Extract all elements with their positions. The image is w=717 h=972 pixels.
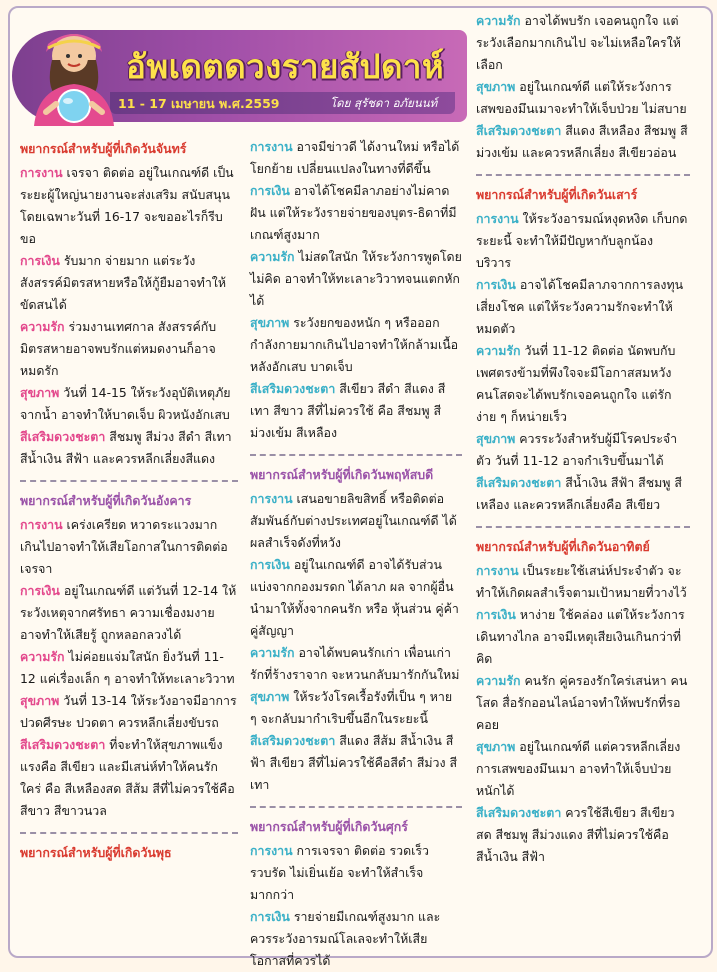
section-divider	[250, 454, 462, 456]
fortune-teller-illustration-icon	[16, 26, 126, 126]
monday-health: สุขภาพ วันที่ 14-15 ให้ระวังอุบัติเหตุภัยจากน้ำ อาจทำให้บาดเจ็บ ผิวหนังอักเสบ	[20, 385, 231, 422]
byline: โดย สุรัชดา อภัยนนท์	[330, 96, 438, 110]
thursday-work: การงาน เสนอขายลิขสิทธิ์ หรือติดต่อสัมพันธ์กับต่างประเทศอยู่ในเกณฑ์ดี ได้ผลสำเร็จดังที่หวัง	[250, 491, 457, 550]
sunday-love: ความรัก คนรัก คู่ครองรักใคร่เสน่หา คนโสด สื่อรักออนไลน์อาจทำให้พบรักที่รอคอย	[476, 673, 688, 732]
friday-work: การงาน การเจรจา ติดต่อ รวดเร็ว รวบรัด ไม่เยิ่นเย้อ จะทำให้สำเร็จมากกว่า	[250, 843, 429, 902]
wednesday-heading: พยากรณ์สำหรับผู้ที่เกิดวันพุธ	[20, 845, 172, 860]
tuesday-heading: พยากรณ์สำหรับผู้ที่เกิดวันอังคาร	[20, 493, 192, 508]
tuesday-color: สีเสริมดวงชะตา ที่จะทำให้สุขภาพแข็งแรงคือ สีเขียว และมีเสน่ห์ทำให้คนรักใคร่ คือ สีเหลืองสด สีส้ม สีที่ไม่ควรใช้คือสีขาว สีขาวนวล	[20, 737, 235, 818]
saturday-work: การงาน ให้ระวังอารมณ์หงุดหงิด เก็บกดระยะนี้ จะทำให้มีปัญหากับลูกน้อง บริวาร	[476, 211, 688, 270]
friday-money: การเงิน รายจ่ายมีเกณฑ์สูงมาก และควรระวังอารมณ์โลเลจะทำให้เสียโอกาสที่ควรได้	[250, 909, 441, 968]
section-divider	[20, 480, 238, 482]
wednesday-money: การเงิน อาจได้โชคมีลาภอย่างไม่คาดฝัน แต่ให้ระวังรายจ่ายของบุตร-ธิดาที่มีเกณฑ์สูงมาก	[250, 183, 457, 242]
tuesday-money: การเงิน อยู่ในเกณฑ์ดี แต่วันที่ 12-14 ให้ระวังเหตุจากศรัทธา ความเชื่องมงาย อาจทำให้เสียรู้ ถูกหลอกลวงได้	[20, 583, 237, 642]
thursday-health: สุขภาพ ให้ระวังโรคเรื้อรังที่เป็น ๆ หาย ๆ จะกลับมากำเริบขึ้นอีกในระยะนี้	[250, 689, 453, 726]
friday-color: สีเสริมดวงชะตา สีแดง สีเหลือง สีชมพู สีม่วงเข้ม และควรหลีกเลี่ยง สีเขียวอ่อน	[476, 123, 688, 160]
monday-work: การงาน เจรจา ติดต่อ อยู่ในเกณฑ์ดี เป็นระยะผู้ใหญ่นายงานจะส่งเสริม สนับสนุน โดยเฉพาะวันที่ 16-17 จะขออะไรก็รีบขอ	[20, 165, 234, 246]
wednesday-health: สุขภาพ ระวังยกของหนัก ๆ หรือออกกำลังกายมากเกินไปอาจทำให้กล้ามเนื้อหลังอักเสบ บาดเจ็บ	[250, 315, 459, 374]
monday-money: การเงิน รับมาก จ่ายมาก แต่ระวังสังสรรค์มิตรสหายหรือให้กู้ยืมอาจทำให้ขัดสนได้	[20, 253, 227, 312]
saturday-health: สุขภาพ ควรระวังสำหรับผู้มีโรคประจำตัว วันที่ 11-12 อาจกำเริบขึ้นมาได้	[476, 431, 678, 468]
saturday-love: ความรัก วันที่ 11-12 ติดต่อ นัดพบกับเพศตรงข้ามที่พึงใจจะมีโอกาสสมหวัง คนโสดจะได้พบรักเจอคนถูกใจ แต่รักง่าย ๆ ก็หน่ายเร็ว	[476, 343, 676, 424]
thursday-love: ความรัก อาจได้พบคนรักเก่า เพื่อนเก่า รักที่ร้างราจาก จะหวนกลับมารักกันใหม่	[250, 645, 460, 682]
monday-color: สีเสริมดวงชะตา สีชมพู สีม่วง สีดำ สีเทา สีน้ำเงิน สีฟ้า และควรหลีกเลี่ยงสีแดง	[20, 429, 232, 466]
column-left	[20, 138, 238, 866]
section-divider	[250, 806, 462, 808]
section-divider	[20, 832, 238, 834]
tuesday-health: สุขภาพ วันที่ 13-14 ให้ระวังอาจมีอาการปวดศีรษะ ปวดตา ควรหลีกเลี่ยงขับรถ	[20, 693, 237, 730]
thursday-heading: พยากรณ์สำหรับผู้ที่เกิดวันพฤหัสบดี	[250, 467, 434, 482]
column-right	[476, 10, 690, 868]
monday-love: ความรัก ร่วมงานเทศกาล สังสรรค์กับมิตรสหายอาจพบรักแต่หมดงานก็อาจหมดรัก	[20, 319, 217, 378]
saturday-color: สีเสริมดวงชะตา สีน้ำเงิน สีฟ้า สีชมพู สีเหลือง และควรหลีกเลี่ยงคือ สีเขียว	[476, 475, 682, 512]
friday-love: ความรัก อาจได้พบรัก เจอคนถูกใจ แต่ระวังเลือกมากเกินไป จะไม่เหลือใครให้เลือก	[476, 13, 681, 72]
wednesday-work: การงาน อาจมีข่าวดี ได้งานใหม่ หรือได้โยกย้าย เปลี่ยนแปลงในทางที่ดีขึ้น	[250, 139, 460, 176]
tuesday-work: การงาน เคร่งเครียด หวาดระแวงมาก เกินไปอาจทำให้เสียโอกาสในการติดต่อเจรจา	[20, 517, 228, 576]
friday-heading: พยากรณ์สำหรับผู้ที่เกิดวันศุกร์	[250, 819, 408, 834]
wednesday-color: สีเสริมดวงชะตา สีเขียว สีดำ สีแดง สีเทา สีขาว สีที่ไม่ควรใช้ คือ สีชมพู สีม่วงเข้ม สีเหลือง	[250, 381, 446, 440]
date-range: 11 - 17 เมษายน พ.ศ.2559	[118, 96, 280, 111]
saturday-heading: พยากรณ์สำหรับผู้ที่เกิดวันเสาร์	[476, 187, 638, 202]
saturday-money: การเงิน อาจได้โชคมีลาภจากการลงทุนเสี่ยงโชค แต่ให้ระวังความรักจะทำให้หมดตัว	[476, 277, 684, 336]
column-middle	[250, 136, 462, 972]
monday-heading: พยากรณ์สำหรับผู้ที่เกิดวันจันทร์	[20, 141, 187, 156]
sunday-money: การเงิน หาง่าย ใช้คล่อง แต่ให้ระวังการเดินทางไกล อาจมีเหตุเสียเงินเกินกว่าที่คิด	[476, 607, 685, 666]
section-divider	[476, 174, 690, 176]
sunday-work: การงาน เป็นระยะใช้เสน่ห์ประจำตัว จะทำให้เกิดผลสำเร็จตามเป้าหมายที่วางไว้	[476, 563, 687, 600]
sunday-heading: พยากรณ์สำหรับผู้ที่เกิดวันอาทิตย์	[476, 539, 650, 554]
section-divider	[476, 526, 690, 528]
sunday-color: สีเสริมดวงชะตา ควรใช้สีเขียว สีเขียวสด สีชมพู สีม่วงแดง สีที่ไม่ควรใช้คือ สีน้ำเงิน สีฟ้า	[476, 805, 675, 864]
page-title: อัพเดตดวงรายสัปดาห์	[126, 47, 445, 86]
thursday-color: สีเสริมดวงชะตา สีแดง สีส้ม สีน้ำเงิน สีฟ้า สีเขียว สีที่ไม่ควรใช้คือสีดำ สีม่วง สีเทา	[250, 733, 458, 792]
thursday-money: การเงิน อยู่ในเกณฑ์ดี อาจได้รับส่วนแบ่งจากกองมรดก ได้ลาภ ผล จากผู้อื่นนำมาให้ทั้งจากคนรัก หรือ หุ้นส่วน คู่ค้า คู่สัญญา	[250, 557, 459, 638]
sunday-health: สุขภาพ อยู่ในเกณฑ์ดี แต่ควรหลีกเลี่ยงการเสพของมึนเมา อาจทำให้เจ็บป่วยหนักได้	[476, 739, 681, 798]
friday-health: สุขภาพ อยู่ในเกณฑ์ดี แต่ให้ระวังการเสพของมึนเมาจะทำให้เจ็บป่วย ไม่สบาย	[476, 79, 687, 116]
tuesday-love: ความรัก ไม่ค่อยแจ่มใสนัก ยิ่งวันที่ 11-12 แค่เรื่องเล็ก ๆ อาจทำให้ทะเลาะวิวาท	[20, 649, 235, 686]
wednesday-love: ความรัก ไม่สดใสนัก ให้ระวังการพูดโดยไม่คิด อาจทำให้ทะเลาะวิวาทจนแตกหักได้	[250, 249, 462, 308]
